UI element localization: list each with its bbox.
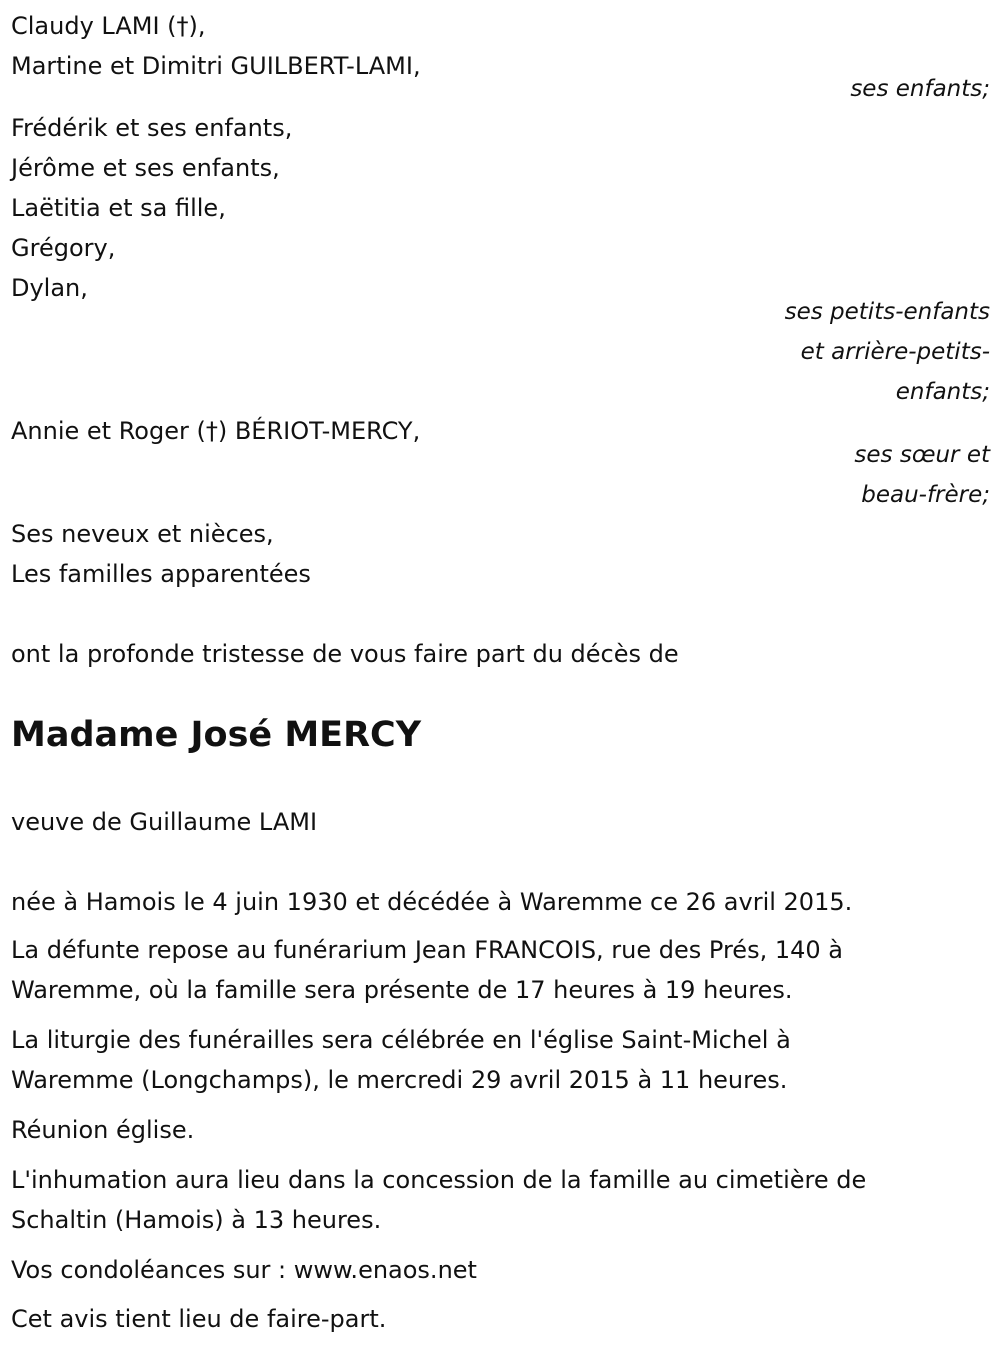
children-role: ses enfants; [850,76,990,102]
deceased-name: Madame José MERCY [11,715,422,755]
liturgy-line-2: Waremme (Longchamps), le mercredi 29 avril 2015 à 11 heures. [11,1066,788,1094]
meeting-line: Réunion église. [11,1116,195,1144]
burial-line-2: Schaltin (Hamois) à 13 heures. [11,1206,382,1234]
grandchild-line-5: Dylan, [11,274,88,302]
condolences-line: Vos condoléances sur : www.enaos.net [11,1256,477,1284]
liturgy-line-1: La liturgie des funérailles sera célébrée en l'église Saint-Michel à [11,1026,791,1054]
announcement: ont la profonde tristesse de vous faire part du décès de [11,640,679,668]
grandchild-line-3: Laëtitia et sa fille, [11,194,226,222]
sibling-line: Annie et Roger (†) BÉRIOT-MERCY, [11,417,421,445]
funeral-home-line-1: La défunte repose au funérarium Jean FRANCOIS, rue des Prés, 140 à [11,936,843,964]
others-line-1: Ses neveux et nièces, [11,520,274,548]
grandchildren-role-2: et arrière-petits- [800,339,990,365]
others-line-2: Les familles apparentées [11,560,311,588]
burial-line-1: L'inhumation aura lieu dans la concession de la famille au cimetière de [11,1166,867,1194]
grandchild-line-4: Grégory, [11,234,116,262]
grandchild-line-1: Frédérik et ses enfants, [11,114,293,142]
child-line-1: Claudy LAMI (†), [11,12,206,40]
widow-of: veuve de Guillaume LAMI [11,808,318,836]
grandchildren-role-3: enfants; [895,379,990,405]
birth-death: née à Hamois le 4 juin 1930 et décédée à Waremme ce 26 avril 2015. [11,888,853,916]
child-line-2: Martine et Dimitri GUILBERT-LAMI, [11,52,421,80]
grandchild-line-2: Jérôme et ses enfants, [11,154,280,182]
sibling-role-2: beau-frère; [861,482,990,508]
sibling-role-1: ses sœur et [854,442,990,468]
notice-line: Cet avis tient lieu de faire-part. [11,1305,387,1333]
grandchildren-role-1: ses petits-enfants [784,299,990,325]
funeral-home-line-2: Waremme, où la famille sera présente de 17 heures à 19 heures. [11,976,793,1004]
